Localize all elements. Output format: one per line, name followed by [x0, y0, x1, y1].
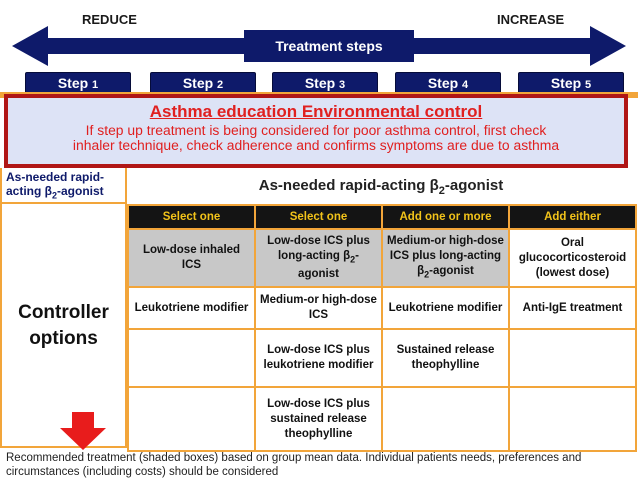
table-cell: Medium-or high-dose ICS plus long-acting $\beta_2$-agonist [382, 229, 509, 287]
controller-options-label: Controller options [18, 302, 109, 349]
table-cell [128, 329, 255, 387]
reliever-label [0, 168, 127, 204]
treatment-steps-label: Treatment steps [275, 38, 383, 54]
education-text [8, 123, 624, 153]
table-cell [128, 387, 255, 451]
step-number: 2 [217, 79, 224, 91]
step-word: Step [304, 75, 336, 91]
increase-label: INCREASE [497, 12, 565, 27]
education-line-2: inhaler technique, check adherence and confirms symptoms are due to asthma [72, 138, 560, 153]
step-word: Step [550, 75, 582, 91]
column-header: Select one [255, 205, 382, 229]
table-cell: Sustained release theophylline [382, 329, 509, 387]
table-cell: Leukotriene modifier [128, 287, 255, 329]
step-number: 5 [585, 79, 592, 91]
column-header: Select one [128, 205, 255, 229]
step-word: Step [427, 75, 459, 91]
step-number: 3 [339, 79, 346, 91]
table-cell [382, 387, 509, 451]
treatment-steps-arrow [12, 24, 626, 68]
footer-note: Recommended treatment (shaded boxes) based on group mean data. Individual patients needs, preferences and circumstances (including costs) should be considered [6, 452, 582, 478]
step-number: 1 [92, 79, 99, 91]
table-cell: Low-dose ICS plus leukotriene modifier [255, 329, 382, 387]
education-box [4, 94, 628, 168]
table-cell: Leukotriene modifier [382, 287, 509, 329]
down-arrow-icon [60, 412, 106, 450]
step-word: Step [182, 75, 214, 91]
reliever-label-line-2: acting $\beta_2$-agonist [6, 184, 104, 201]
table-cell: Low-dose inhaled ICS [128, 229, 255, 287]
reliever-heading: As-needed rapid-acting $\beta_2$-agonist [258, 177, 504, 197]
controller-options-panel [0, 204, 127, 448]
step-5 [518, 72, 624, 94]
education-line-1: If step up treatment is being considered for poor asthma control, first check [85, 123, 547, 138]
table-cell: Medium-or high-dose ICS [255, 287, 382, 329]
controller-options-table [127, 204, 637, 452]
table-cell [509, 387, 636, 451]
step-word: Step [57, 75, 89, 91]
step-number: 4 [462, 79, 469, 91]
step-2 [150, 72, 256, 94]
table-cell: Low-dose ICS plus sustained release theophylline [255, 387, 382, 451]
reduce-label: REDUCE [82, 12, 137, 27]
table-cell: Oral glucocorticosteroid (lowest dose) [509, 229, 636, 287]
table-cell: Low-dose ICS plus long-acting $\beta_2$-agonist [255, 229, 382, 287]
column-header: Add either [509, 205, 636, 229]
step-3 [272, 72, 378, 94]
column-header: Add one or more [382, 205, 509, 229]
step-1 [25, 72, 131, 94]
table-cell [509, 329, 636, 387]
education-title: Asthma education Environmental control [149, 102, 483, 121]
reliever-label-line-1: As-needed rapid- [6, 170, 105, 184]
step-4 [395, 72, 501, 94]
table-cell: Anti-IgE treatment [509, 287, 636, 329]
